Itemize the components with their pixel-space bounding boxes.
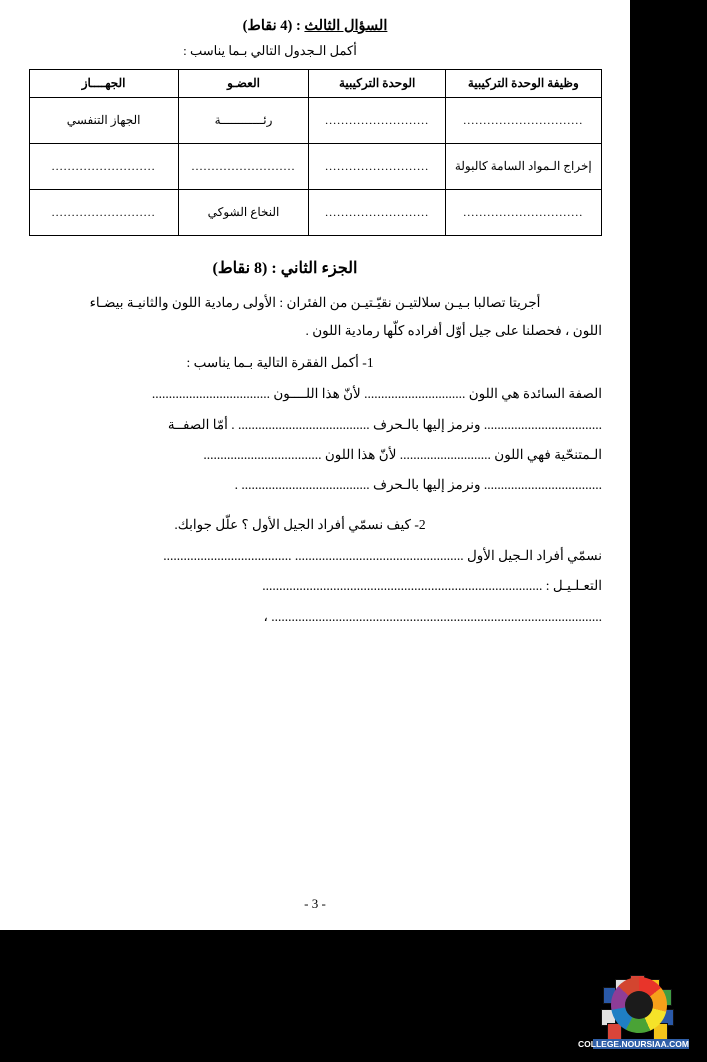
- part2-intro-line1: أجريتا تصالبا بـيـن سلالتيـن نقيّـتيـن من الفئران : الأولى رمادية اللون والثانيـة بيضـاء: [89, 295, 541, 310]
- q1-dots-4: .......................................: [237, 416, 370, 432]
- table-cell: إخراج الـمواد السامة كالبولة: [446, 144, 601, 190]
- table-cell[interactable]: ..............................: [446, 98, 601, 144]
- q2-blank-line-2[interactable]: [28, 571, 602, 601]
- q1-text-e: الـمتنحّية فهي اللون: [494, 447, 602, 463]
- logo-label: COLLEGE.NOURSIAA.COM: [578, 1039, 689, 1049]
- part2-question1: 1- أكمل الفقرة التالية بـما يناسب :: [186, 355, 374, 371]
- table-header-cell: وظيفة الوحدة التركيبية: [446, 70, 601, 98]
- table-cell: الجهاز التنفسي: [29, 98, 178, 144]
- q1-blank-line-2[interactable]: [28, 410, 602, 440]
- table-cell[interactable]: ..........................: [309, 98, 446, 144]
- q1-dots-3: ...................................: [483, 416, 602, 432]
- q1-text-a: الصفة السائدة هي اللون: [468, 386, 602, 402]
- q2-blank-line-3[interactable]: [28, 602, 602, 632]
- logo-hole: [625, 991, 653, 1019]
- question3-title: [28, 18, 602, 35]
- table-header-cell: الوحدة التركيبية: [309, 70, 446, 98]
- q1-text-b: لأنّ هذا اللــــون: [273, 386, 361, 402]
- q1-dots-7: ...................................: [483, 477, 602, 493]
- part2-intro-line2: اللون ، فحصلنا على جيل أوّل أفراده كلّها رمادية اللون .: [305, 322, 602, 338]
- q2-dots-3: ..................................................................................................: [271, 608, 602, 624]
- table-cell[interactable]: ..........................: [29, 190, 178, 236]
- table-row: [29, 98, 601, 144]
- question3-title-points: : (4 نقاط): [242, 18, 305, 34]
- q1-blank-line-1[interactable]: [28, 379, 602, 409]
- table-cell: رئــــــــــــة: [178, 98, 309, 144]
- table-cell: النخاع الشوكي: [178, 190, 309, 236]
- q1-dots-8: ......................................: [241, 477, 370, 493]
- table-header-row: [29, 70, 601, 98]
- q1-text-h: .: [234, 477, 238, 493]
- question3-instruction: أكمل الـجدول التالي بـما يناسب :: [183, 43, 357, 58]
- table-header-cell: الجهــــاز: [29, 70, 178, 98]
- table-cell[interactable]: ..........................: [29, 144, 178, 190]
- q2-tail: ،: [263, 608, 268, 624]
- table-cell[interactable]: ..........................: [178, 144, 309, 190]
- q1-text-d: . أمّا الصفــة: [167, 416, 235, 432]
- table-cell[interactable]: ..........................: [309, 144, 446, 190]
- q1-blank-line-3[interactable]: [28, 440, 602, 470]
- table-row: [29, 144, 601, 190]
- q2-dots-1: ..................................................: [294, 547, 464, 563]
- q1-text-g: ونرمز إليها بالـحرف: [372, 477, 481, 493]
- organs-table: [29, 69, 602, 236]
- q2-blank-line-1[interactable]: [28, 541, 602, 571]
- q2-text-b: التعـلـيـل :: [545, 578, 602, 594]
- q1-dots-5: ...........................: [399, 447, 491, 463]
- q1-dots-6: ...................................: [203, 447, 322, 463]
- page-number: - 3 -: [304, 896, 326, 911]
- q1-text-f: لأنّ هذا اللون: [324, 447, 397, 463]
- q1-dots-1: ..............................: [364, 386, 466, 402]
- q2-dots-2: ...................................................................................: [262, 578, 543, 594]
- q1-text-c: ونرمز إليها بالـحرف: [372, 416, 481, 432]
- table-cell[interactable]: ..........................: [309, 190, 446, 236]
- table-header-cell: العضـو: [178, 70, 309, 98]
- table-cell[interactable]: ..............................: [446, 190, 601, 236]
- q1-blank-line-4[interactable]: [28, 470, 602, 500]
- part2-title: الجزء الثاني : (8 نقاط): [212, 260, 358, 277]
- q1-dots-2: ...................................: [151, 386, 270, 402]
- table-row: [29, 190, 601, 236]
- part2-question2: 2- كيف نسمّي أفراد الجيل الأول ؟ علّل جوابك.: [174, 516, 426, 532]
- q2-text-a: نسمّي أفراد الـجيل الأول: [466, 547, 602, 563]
- q2-dots-1b: ......................................: [163, 547, 292, 563]
- question3-title-underlined: السؤال الثالث: [304, 18, 388, 34]
- site-logo[interactable]: [578, 975, 689, 1057]
